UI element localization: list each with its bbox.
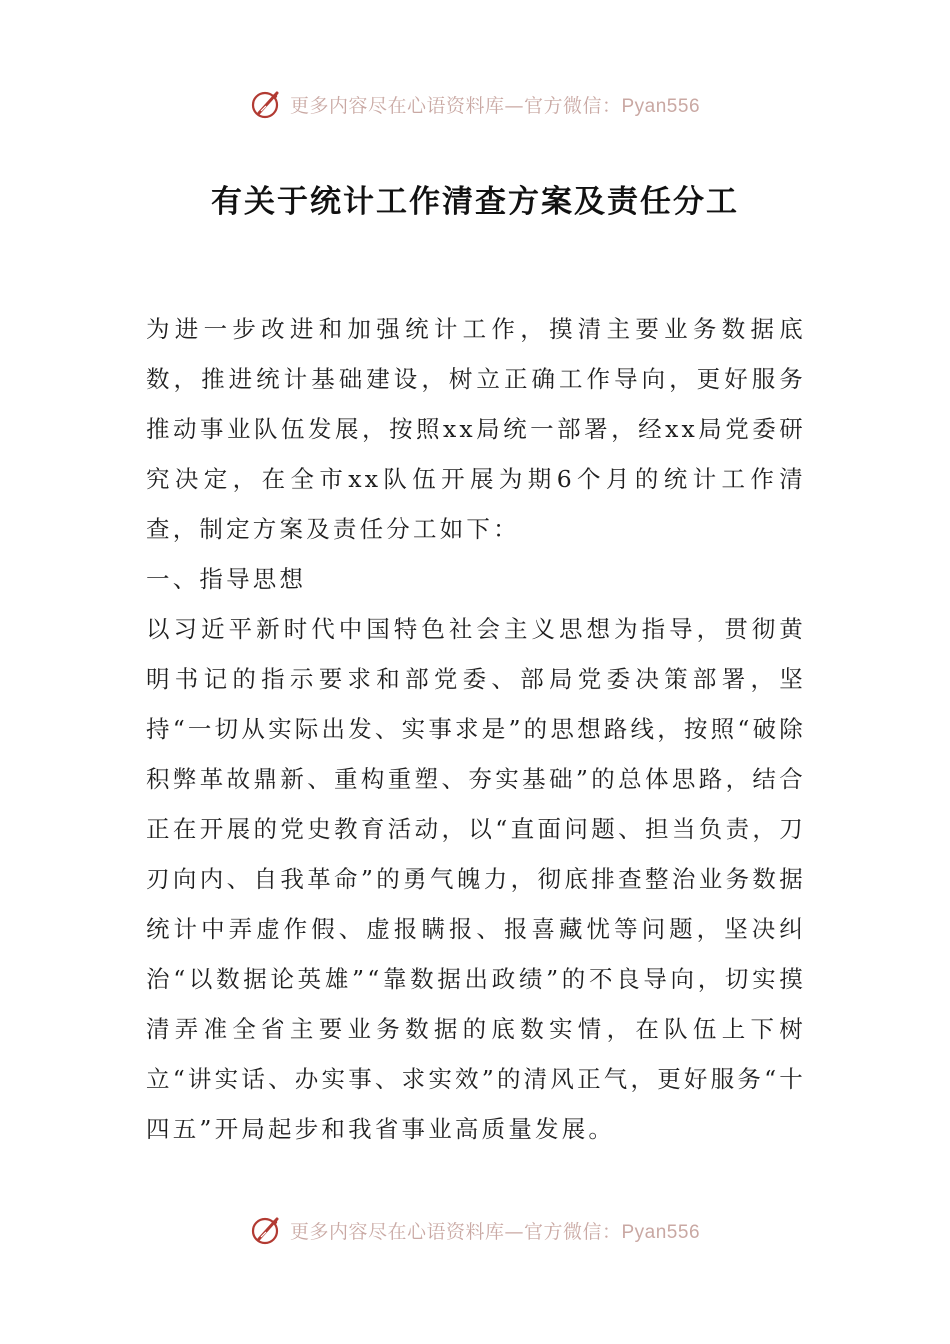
banner-text: 更多内容尽在心语资料库—官方微信：Pyan556 <box>289 1220 701 1243</box>
header-watermark-banner <box>0 84 950 124</box>
guiding-ideology-paragraph: 以习近平新时代中国特色社会主义思想为指导，贯彻黄明书记的指示要求和部党委、部局党委决策部署，坚持“一切从实际出发、实事求是”的思想路线，按照“破除积弊革故鼎新、重构重塑、夯实基础”的总体思路，结合正在开展的党史教育活动，以“直面问题、担当负责，刀刃向内、自我革命”的勇气魄力，彻底排查整治业务数据统计中弄虚作假、虚报瞒报、报喜藏忧等问题，坚决纠治“以数据论英雄”“靠数据出政绩”的不良导向，切实摸清弄准全省主要业务数据的底数实情，在队伍上下树立“讲实话、办实事、求实效”的清风正气，更好服务“十四五”开局起步和我省事业高质量发展。 <box>146 615 806 1143</box>
wechat-id: Pyan556 <box>621 1221 701 1243</box>
banner-text: 更多内容尽在心语资料库—官方微信：Pyan556 <box>289 94 701 117</box>
footer-watermark-banner <box>0 1210 950 1250</box>
document-body <box>146 304 806 1154</box>
document-title: 有关于统计工作清查方案及责任分工 <box>211 184 739 220</box>
pen-circle-logo-icon <box>250 1213 284 1247</box>
pen-circle-logo-icon <box>250 87 284 121</box>
wechat-id: Pyan556 <box>621 95 701 117</box>
intro-paragraph: 为进一步改进和加强统计工作，摸清主要业务数据底数，推进统计基础建设，树立正确工作导向，更好服务推动事业队伍发展，按照xx局统一部署，经xx局党委研究决定，在全市xx队伍开展为期6个月的统计工作清查，制定方案及责任分工如下： <box>146 315 806 543</box>
section-heading: 一、指导思想 <box>146 565 307 593</box>
